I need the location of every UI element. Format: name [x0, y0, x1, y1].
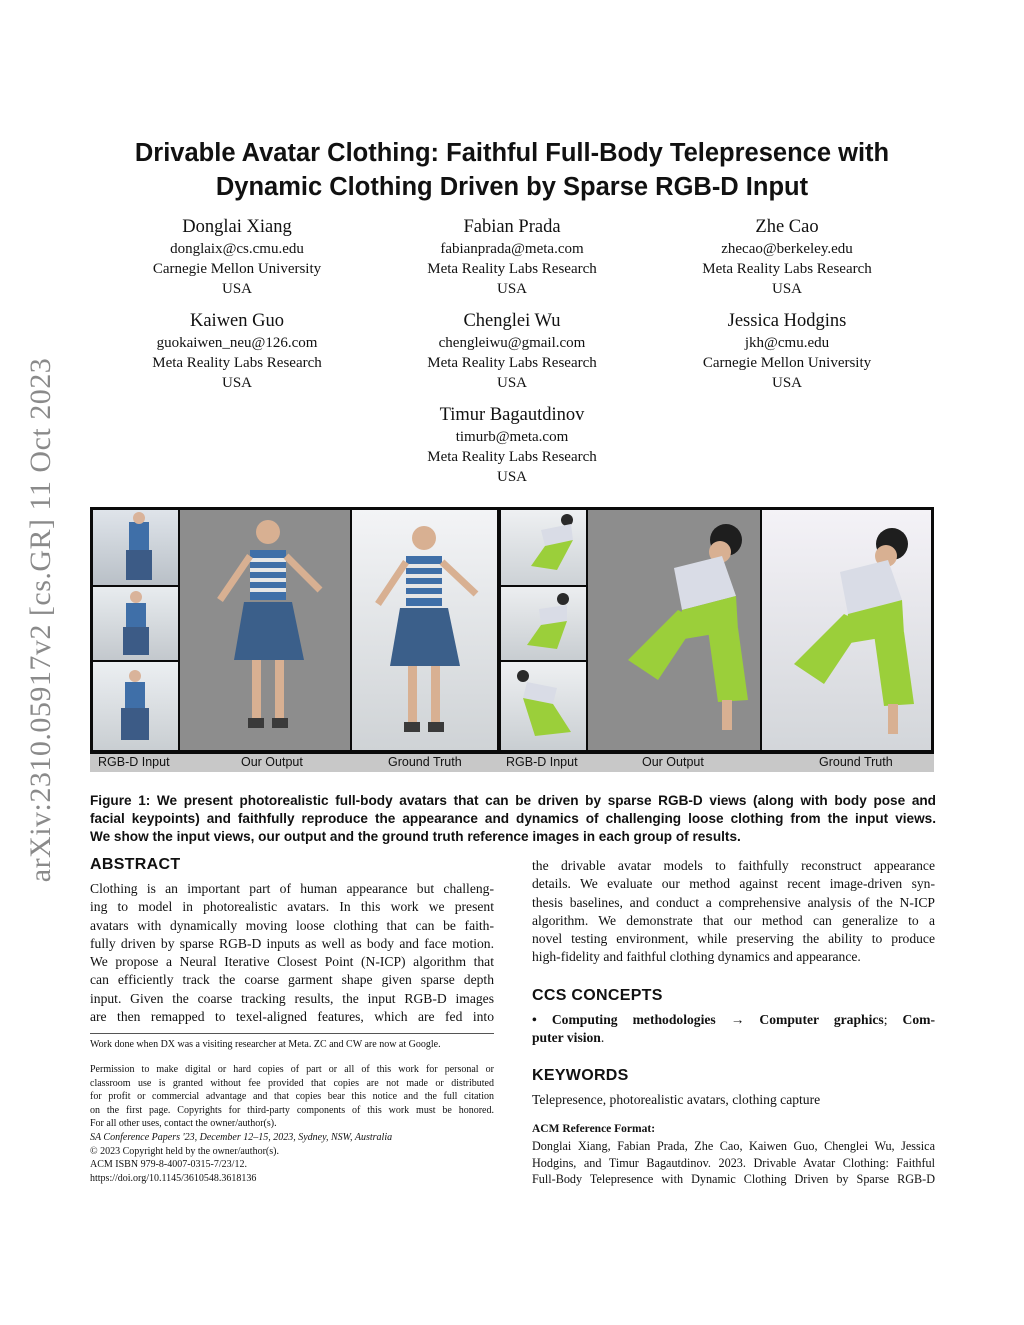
author-affiliation: Carnegie Mellon University	[702, 355, 872, 371]
figure-label: Our Output	[241, 755, 303, 769]
title-line-2: Dynamic Clothing Driven by Sparse RGB-D Input	[215, 173, 809, 201]
author-email: chengleiwu@gmail.com	[438, 335, 586, 351]
text-line: novel testing environment, while preserving the ability to produce	[532, 931, 935, 947]
author-block	[382, 215, 642, 299]
caption-line: Figure 1: We present photorealistic full-body avatars that can be driven by sparse RGB-D views (along with body pose and	[90, 793, 936, 808]
text-line: thesis baselines, and conduct a comprehensive analysis of the N-ICP	[532, 894, 935, 910]
author-name: Timur Bagautdinov	[439, 405, 585, 425]
notice-line: For all other uses, contact the owner/author(s).	[90, 1118, 277, 1130]
author-name: Donglai Xiang	[182, 217, 292, 237]
author-affiliation: Meta Reality Labs Research	[427, 449, 597, 465]
input-view-thumbnail	[93, 662, 178, 750]
arxiv-side-stamp	[8, 290, 74, 950]
author-affiliation: Carnegie Mellon University	[152, 261, 322, 277]
reference-line: Full-Body Telepresence with Dynamic Clothing Driven by Sparse RGB-D	[532, 1172, 935, 1187]
title-line-1: Drivable Avatar Clothing: Faithful Full-Body Telepresence with	[134, 139, 890, 167]
our-output-image	[180, 510, 350, 750]
footnote-divider	[90, 1033, 494, 1034]
input-view-thumbnail	[501, 662, 586, 750]
author-affiliation: Meta Reality Labs Research	[427, 355, 597, 371]
conference-info: SA Conference Papers '23, December 12–15, 2023, Sydney, NSW, Australia	[90, 1131, 393, 1143]
photo-image	[352, 510, 497, 750]
author-name: Zhe Cao	[755, 217, 819, 237]
text-line: We propose a Neural Iterative Closest Point (N-ICP) algorithm that	[90, 954, 494, 970]
text-line: fully driven by sparse RGB-D inputs as well as body and face motion.	[90, 935, 494, 951]
input-view-thumbnail	[501, 587, 586, 660]
author-name: Kaiwen Guo	[189, 311, 285, 331]
author-country: USA	[221, 281, 252, 297]
keywords-heading: KEYWORDS	[532, 1067, 629, 1084]
person-figure-image	[501, 510, 586, 585]
photo-image	[762, 510, 931, 750]
author-name: Chenglei Wu	[463, 311, 561, 331]
copyright-line: © 2023 Copyright held by the owner/author(s).	[90, 1145, 279, 1157]
text-line: Clothing is an important part of human appearance but challeng-	[90, 881, 494, 896]
ccs-heading: CCS CONCEPTS	[532, 987, 663, 1004]
figure-caption	[90, 792, 936, 846]
ccs-term: puter vision	[532, 1030, 601, 1046]
author-block	[107, 309, 367, 393]
person-figure-image	[93, 510, 178, 585]
reference-line: Donglai Xiang, Fabian Prada, Zhe Cao, Kaiwen Guo, Chenglei Wu, Jessica	[532, 1139, 935, 1153]
text-line: input. Given the coarse tracking results, the input RGB-D images	[90, 990, 494, 1006]
text-line: details. We evaluate our method against recent image-driven syn-	[532, 876, 935, 892]
paper-title	[60, 136, 964, 204]
author-email: fabianprada@meta.com	[440, 241, 584, 257]
ground-truth-image	[352, 510, 497, 750]
input-view-thumbnail	[93, 510, 178, 585]
author-country: USA	[221, 375, 252, 391]
ccs-bullet: •	[532, 1012, 537, 1027]
figure-label: RGB-D Input	[98, 755, 170, 769]
figure-label-bar	[90, 754, 934, 772]
abstract-heading: ABSTRACT	[90, 856, 181, 873]
ccs-term: Com-	[902, 1012, 936, 1027]
figure-label: Our Output	[642, 755, 704, 769]
ground-truth-image	[762, 510, 931, 750]
avatar-render-image	[180, 510, 350, 750]
ccs-term: Computing methodologies	[551, 1012, 716, 1027]
footnote: Work done when DX was a visiting researcher at Meta. ZC and CW are now at Google.	[90, 1039, 441, 1050]
input-view-thumbnail	[93, 587, 178, 660]
doi-link[interactable]: https://doi.org/10.1145/3610548.3618136	[90, 1172, 257, 1184]
ccs-concepts	[532, 1011, 935, 1048]
author-affiliation: Meta Reality Labs Research	[702, 261, 872, 277]
avatar-render-image	[588, 510, 760, 750]
author-block	[382, 403, 642, 487]
author-email: zhecao@berkeley.edu	[721, 241, 853, 257]
author-country: USA	[771, 281, 802, 297]
text-line: the drivable avatar models to faithfully reconstruct appearance	[532, 858, 935, 873]
author-email: jkh@cmu.edu	[744, 335, 830, 351]
ccs-line	[532, 1029, 935, 1047]
isbn-line: ACM ISBN 979-8-4007-0315-7/23/12.	[90, 1159, 247, 1171]
notice-line: for profit or commercial advantage and that copies bear this notice and the full citation	[90, 1091, 494, 1103]
author-country: USA	[496, 375, 527, 391]
figure-label: Ground Truth	[388, 755, 462, 769]
author-name: Fabian Prada	[463, 217, 561, 237]
keywords-text: Telepresence, photorealistic avatars, clothing capture	[532, 1092, 821, 1107]
text-line: are then remapped to texel-aligned features, which are fed into	[90, 1009, 494, 1025]
notice-line: Permission to make digital or hard copies of part or all of this work for personal or	[90, 1064, 494, 1075]
abstract-text	[90, 880, 494, 1026]
author-email: guokaiwen_neu@126.com	[156, 335, 318, 351]
reference-heading: ACM Reference Format:	[532, 1123, 656, 1135]
input-view-thumbnail	[501, 510, 586, 585]
author-affiliation: Meta Reality Labs Research	[427, 261, 597, 277]
author-country: USA	[771, 375, 802, 391]
ccs-line	[532, 1011, 935, 1029]
author-name: Jessica Hodgins	[727, 311, 847, 331]
ccs-arrow: →	[730, 1012, 745, 1027]
notice-line: classroom use is granted without fee provided that copies are not made or distributed	[90, 1077, 494, 1089]
arxiv-id: arXiv:2310.05917v2 [cs.GR] 11 Oct 2023	[24, 357, 57, 883]
permission-notice	[90, 1063, 494, 1185]
ccs-separator: ;	[883, 1012, 888, 1027]
abstract-continued	[532, 857, 935, 967]
person-figure-image	[93, 587, 178, 660]
author-affiliation: Meta Reality Labs Research	[152, 355, 322, 371]
text-line: ing to model in photorealistic avatars. In this work we present	[90, 899, 494, 915]
author-block	[107, 215, 367, 299]
text-line: avatars with dynamically moving loose clothing that can be faith-	[90, 917, 494, 933]
text-line: high-fidelity and faithful clothing dynamics and appearance.	[532, 949, 861, 965]
text-line: can efficiently track the coarse garment shape given sparse depth	[90, 972, 494, 988]
ccs-end: .	[600, 1030, 605, 1046]
person-figure-image	[501, 662, 586, 750]
figure-label: RGB-D Input	[506, 755, 578, 769]
text-line: algorithm. We demonstrate that our method can generalize to a	[532, 912, 935, 928]
person-figure-image	[501, 587, 586, 660]
caption-line: facial keypoints) and faithfully reproduce the appearance and dynamics of challenging loose clothing from the input views.	[90, 811, 936, 826]
author-block	[382, 309, 642, 393]
author-country: USA	[496, 469, 527, 485]
ccs-term: Computer graphics	[759, 1012, 884, 1027]
notice-line: on the first page. Copyrights for third-party components of this work must be honored.	[90, 1104, 494, 1116]
author-country: USA	[496, 281, 527, 297]
author-email: timurb@meta.com	[455, 429, 569, 445]
author-block	[657, 309, 917, 393]
reference-text	[532, 1138, 935, 1188]
caption-line: We show the input views, our output and the ground truth reference images in each group of results.	[90, 829, 741, 844]
figure-label: Ground Truth	[819, 755, 893, 769]
our-output-image	[588, 510, 760, 750]
reference-line: Hodgins, and Timur Bagautdinov. 2023. Drivable Avatar Clothing: Faithful	[532, 1155, 935, 1170]
author-email: donglaix@cs.cmu.edu	[170, 241, 304, 257]
person-figure-image	[93, 662, 178, 750]
author-block	[657, 215, 917, 299]
teaser-figure	[90, 507, 934, 772]
